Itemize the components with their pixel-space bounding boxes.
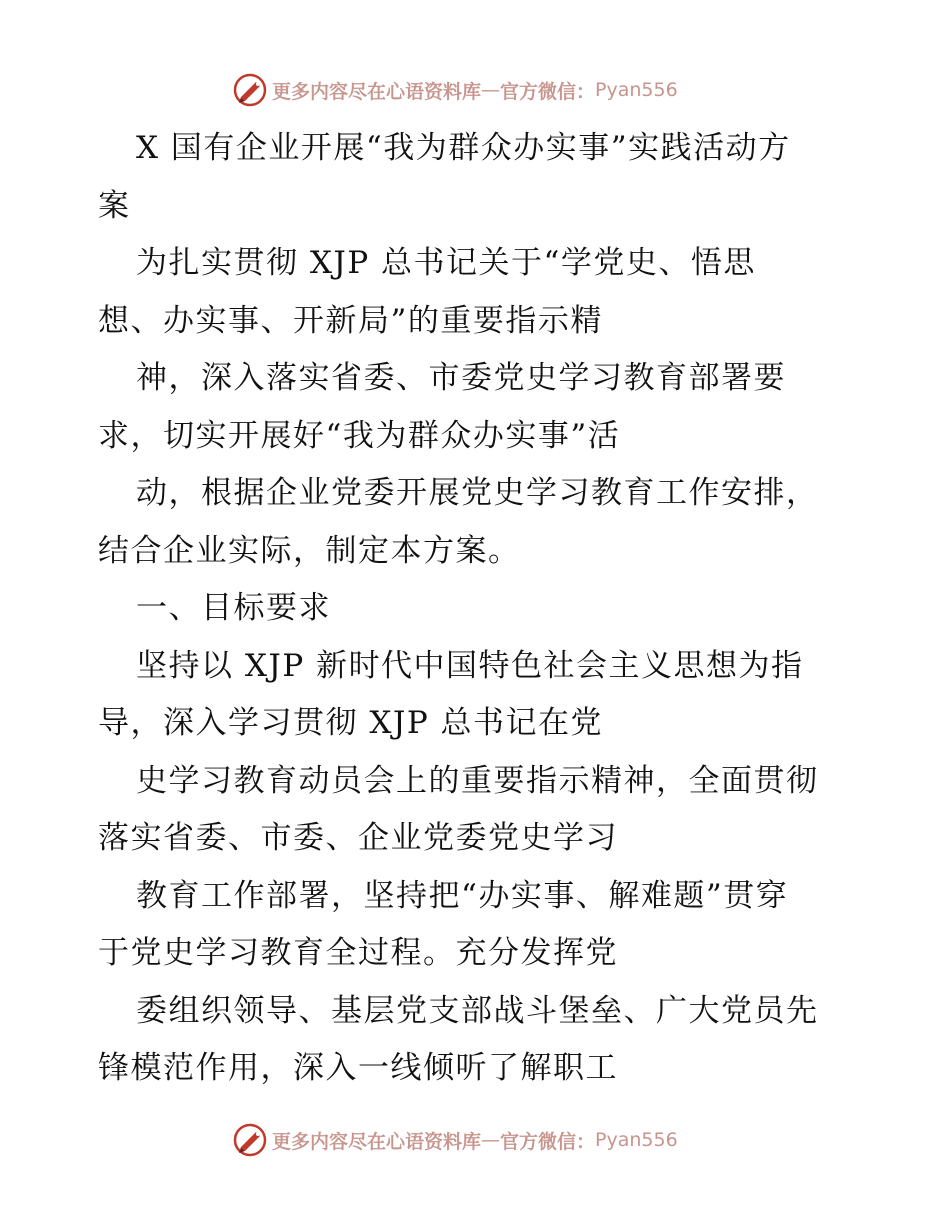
- document-title-line-2: 案: [98, 187, 131, 224]
- document-body: [98, 120, 858, 1098]
- watermark-separator: —: [481, 79, 501, 101]
- paragraph-line: 求，切实开展好“我为群众办实事”活: [98, 417, 621, 454]
- paragraph-line: 导，深入学习贯彻 XJP 总书记在党: [98, 705, 604, 741]
- footer-watermark: [232, 1120, 752, 1160]
- paragraph-line: 史学习教育动员会上的重要指示精神，全面贯彻: [136, 762, 819, 799]
- paragraph-line: 想、办实事、开新局”的重要指示精: [98, 302, 603, 339]
- watermark-wechat-id: Pyan556: [595, 1129, 678, 1151]
- watermark-wechat-id: Pyan556: [595, 79, 678, 101]
- document-title-line-1: X 国有企业开展“我为群众办实事”实践活动方: [136, 130, 791, 166]
- header-watermark: [232, 70, 752, 110]
- watermark-separator: —: [481, 1129, 501, 1151]
- paragraph-line: 为扎实贯彻 XJP 总书记关于“学党史、悟思: [136, 245, 756, 281]
- paragraph-line: 委组织领导、基层党支部战斗堡垒、广大党员先: [136, 992, 819, 1029]
- paragraph-line: 动，根据企业党委开展党史学习教育工作安排，: [136, 475, 819, 511]
- paragraph-line: 神，深入落实省委、市委党史学习教育部署要: [136, 360, 786, 396]
- watermark-slogan: 更多内容尽在心语资料库: [272, 80, 482, 103]
- section-heading: 一、目标要求: [136, 590, 331, 626]
- paragraph-line: 锋模范作用，深入一线倾听了解职工: [98, 1050, 618, 1086]
- paragraph-line: 结合企业实际，制定本方案。: [98, 532, 521, 569]
- red-pen-circle-icon: [232, 72, 268, 108]
- watermark-wechat-label: 官方微信：: [500, 80, 596, 103]
- paragraph-line: 教育工作部署，坚持把“办实事、解难题”贯穿: [136, 877, 789, 914]
- red-pen-circle-icon: [232, 1122, 268, 1158]
- watermark-wechat-label: 官方微信：: [500, 1130, 596, 1153]
- watermark-slogan: 更多内容尽在心语资料库: [272, 1130, 482, 1153]
- paragraph-line: 坚持以 XJP 新时代中国特色社会主义思想为指: [136, 647, 804, 684]
- paragraph-line: 落实省委、市委、企业党委党史学习: [98, 820, 618, 856]
- paragraph-line: 于党史学习教育全过程。充分发挥党: [98, 935, 618, 971]
